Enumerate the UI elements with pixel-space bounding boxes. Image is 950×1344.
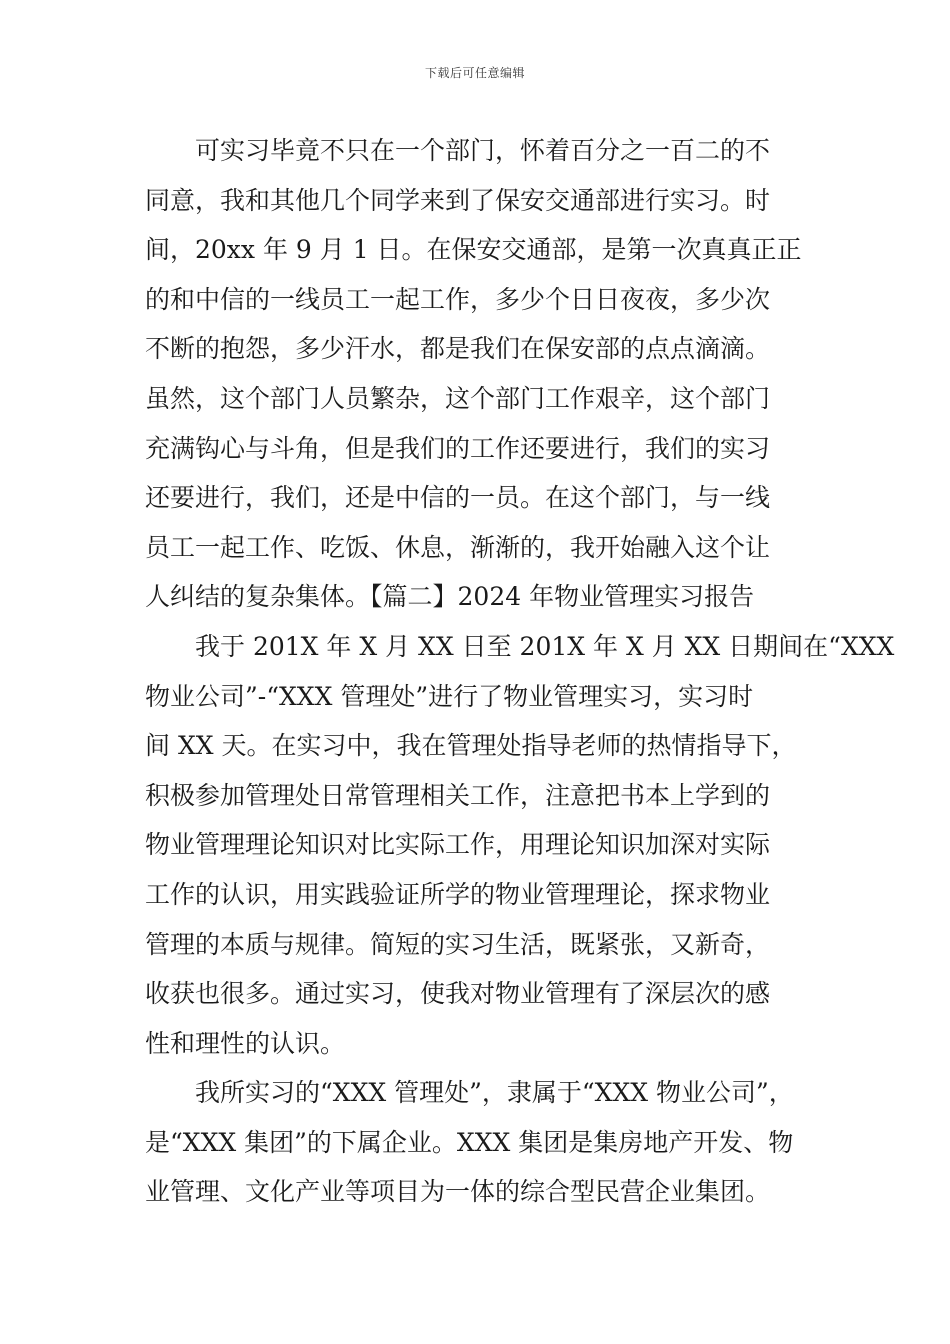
text-line: 间 XX 天。在实习中，我在管理处指导老师的热情指导下， [145,731,797,761]
text-line: 人纠结的复杂集体。【篇二】2024 年物业管理实习报告 [145,582,755,612]
text-line: 虽然，这个部门人员繁杂，这个部门工作艰辛，这个部门 [145,383,771,413]
text-line: 物业管理理论知识对比实际工作，用理论知识加深对实际 [145,830,771,860]
text-line: 我于 201X 年 X 月 XX 日至 201X 年 X 月 XX 日期间在“XXX [195,631,895,661]
text-line: 我所实习的“XXX 管理处”，隶属于“XXX 物业公司”， [195,1078,794,1108]
text-line: 收获也很多。通过实习，使我对物业管理有了深层次的感 [145,979,771,1009]
document-body [145,126,895,1217]
text-line: 积极参加管理处日常管理相关工作，注意把书本上学到的 [145,780,771,810]
text-line: 业管理、文化产业等项目为一体的综合型民营企业集团。 [145,1177,771,1207]
text-line: 可实习毕竟不只在一个部门，怀着百分之一百二的不 [195,136,771,165]
text-line: 工作的认识，用实践验证所学的物业管理理论，探求物业 [145,879,771,909]
text-line: 员工一起工作、吃饭、休息，渐渐的，我开始融入这个让 [145,532,771,562]
paragraph [145,126,810,622]
text-line: 不断的抱怨，多少汗水，都是我们在保安部的点点滴滴。 [145,334,771,364]
text-line: 间，20xx 年 9 月 1 日。在保安交通部，是第一次真真正正 [145,235,802,265]
text-line: 管理的本质与规律。简短的实习生活，既紧张，又新奇， [145,929,771,959]
text-line: 是“XXX 集团”的下属企业。XXX 集团是集房地产开发、物 [145,1127,794,1157]
text-line: 充满钩心与斗角，但是我们的工作还要进行，我们的实习 [145,433,771,463]
text-line: 还要进行，我们，还是中信的一员。在这个部门，与一线 [145,483,771,513]
paragraph [145,622,895,1068]
text-line: 同意，我和其他几个同学来到了保安交通部进行实习。时 [145,185,771,215]
page-header: 下载后可任意编辑 [424,66,525,80]
text-line: 物业公司”-“XXX 管理处”进行了物业管理实习，实习时 [145,681,754,711]
text-line: 的和中信的一线员工一起工作，多少个日日夜夜，多少次 [145,284,771,314]
paragraph [145,1068,810,1217]
text-line: 性和理性的认识。 [145,1028,346,1058]
